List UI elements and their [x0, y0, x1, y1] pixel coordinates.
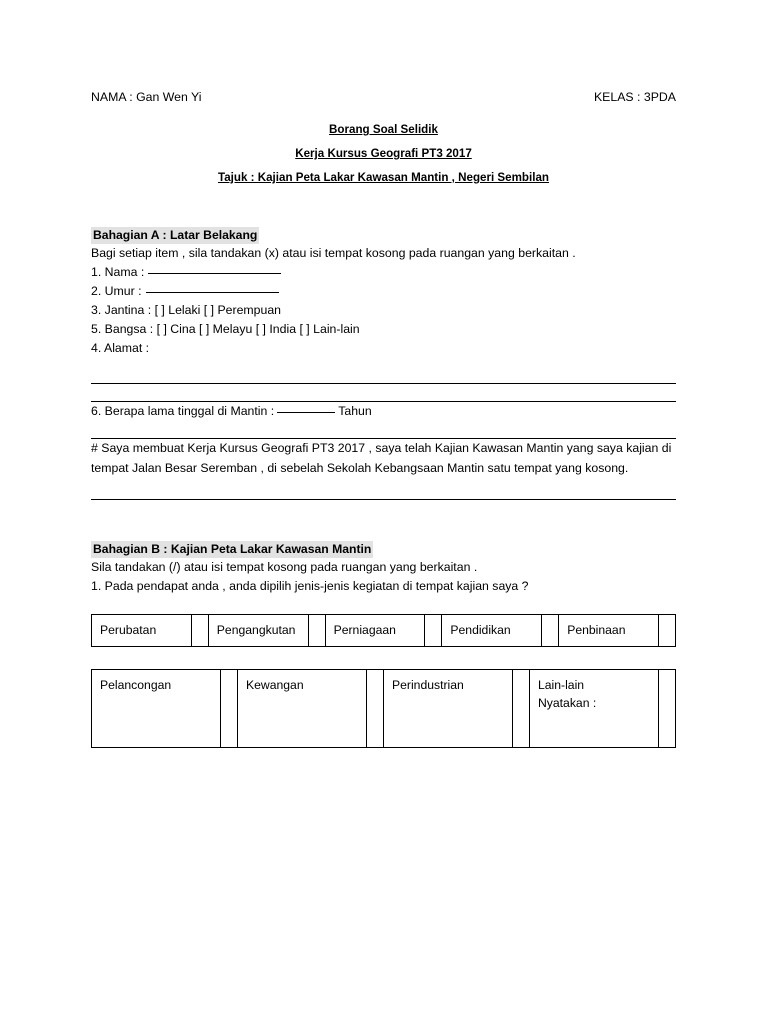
title-line-2-wrap [91, 147, 676, 160]
student-name: NAMA : Gan Wen Yi [91, 90, 202, 104]
cell-lain-lain-line-2: Nyatakan : [538, 695, 597, 710]
document-header [91, 90, 676, 104]
section-b [91, 540, 676, 748]
document-topic: Tajuk : Kajian Peta Lakar Kawasan Mantin , Negeri Sembilan [218, 171, 549, 184]
document-subtitle: Kerja Kursus Geografi PT3 2017 [295, 147, 472, 160]
checkbox-penbinaan[interactable] [659, 615, 676, 647]
category-table-1-wrap [91, 614, 676, 647]
section-a-heading: Bahagian A : Latar Belakang [93, 228, 258, 242]
field-age-row [91, 282, 676, 301]
cell-penbinaan[interactable]: Penbinaan [559, 615, 659, 647]
checkbox-kewangan[interactable] [367, 670, 384, 748]
section-b-heading: Bahagian B : Kajian Peta Lakar Kawasan Mantin [93, 542, 372, 557]
cell-lain-lain[interactable] [530, 670, 659, 748]
table-row [92, 615, 676, 647]
section-a-note: # Saya membuat Kerja Kursus Geografi PT3 2017 , saya telah Kajian Kawasan Mantin yang saya kajian di tempat Jalan Besar Seremban , di sebelah Sekolah Kebangsaan Mantin satu tempat yang kosong. [91, 441, 672, 476]
field-duration-unit: Tahun [338, 404, 372, 419]
cell-perubatan[interactable]: Perubatan [92, 615, 192, 647]
checkbox-pelancongan[interactable] [221, 670, 238, 748]
checkbox-pendidikan[interactable] [542, 615, 559, 647]
title-block [91, 123, 676, 184]
field-duration-label: 6. Berapa lama tinggal di Mantin : [91, 404, 275, 419]
field-name-label: 1. Nama : [91, 265, 145, 280]
field-name-row [91, 263, 676, 282]
cell-kewangan[interactable]: Kewangan [238, 670, 367, 748]
cell-pengangkutan[interactable]: Pengangkutan [208, 615, 308, 647]
cell-pelancongan[interactable]: Pelancongan [92, 670, 221, 748]
address-line-1[interactable] [91, 383, 676, 384]
section-a [91, 226, 676, 500]
category-table-2 [91, 669, 676, 748]
checkbox-pengangkutan[interactable] [308, 615, 325, 647]
checkbox-perniagaan[interactable] [425, 615, 442, 647]
section-b-instruction: Sila tandakan (/) atau isi tempat kosong pada ruangan yang berkaitan . [91, 560, 478, 575]
document-content [91, 90, 676, 748]
table-row [92, 670, 676, 748]
document-title: Borang Soal Selidik [329, 123, 438, 136]
title-line-3-wrap [91, 171, 676, 184]
title-line-1-wrap [91, 123, 676, 136]
field-duration-row [91, 402, 676, 421]
cell-perniagaan[interactable]: Perniagaan [325, 615, 425, 647]
student-class: KELAS : 3PDA [593, 90, 676, 104]
field-age-label: 2. Umur : [91, 284, 142, 299]
field-gender-row[interactable]: 3. Jantina : [ ] Lelaki [ ] Perempuan [91, 303, 282, 318]
field-race-row[interactable]: 5. Bangsa : [ ] Cina [ ] Melayu [ ] India [ ] Lain-lain [91, 322, 360, 337]
checkbox-lain-lain[interactable] [659, 670, 676, 748]
section-b-question-1: 1. Pada pendapat anda , anda dipilih jenis-jenis kegiatan di tempat kajian saya ? [91, 579, 529, 594]
cell-lain-lain-line-1: Lain-lain [538, 678, 585, 693]
table-spacer [91, 647, 676, 669]
section-a-instruction: Bagi setiap item , sila tandakan (x) atau isi tempat kosong pada ruangan yang berkaitan . [91, 246, 576, 260]
category-table-1 [91, 614, 676, 647]
checkbox-perubatan[interactable] [191, 615, 208, 647]
field-duration-input[interactable] [277, 412, 335, 413]
cell-perindustrian[interactable]: Perindustrian [384, 670, 513, 748]
field-address-label: 4. Alamat : [91, 341, 150, 356]
field-age-input[interactable] [146, 292, 279, 293]
cell-pendidikan[interactable]: Pendidikan [442, 615, 542, 647]
checkbox-perindustrian[interactable] [513, 670, 530, 748]
field-name-input[interactable] [148, 273, 281, 274]
note-underline [91, 499, 676, 500]
